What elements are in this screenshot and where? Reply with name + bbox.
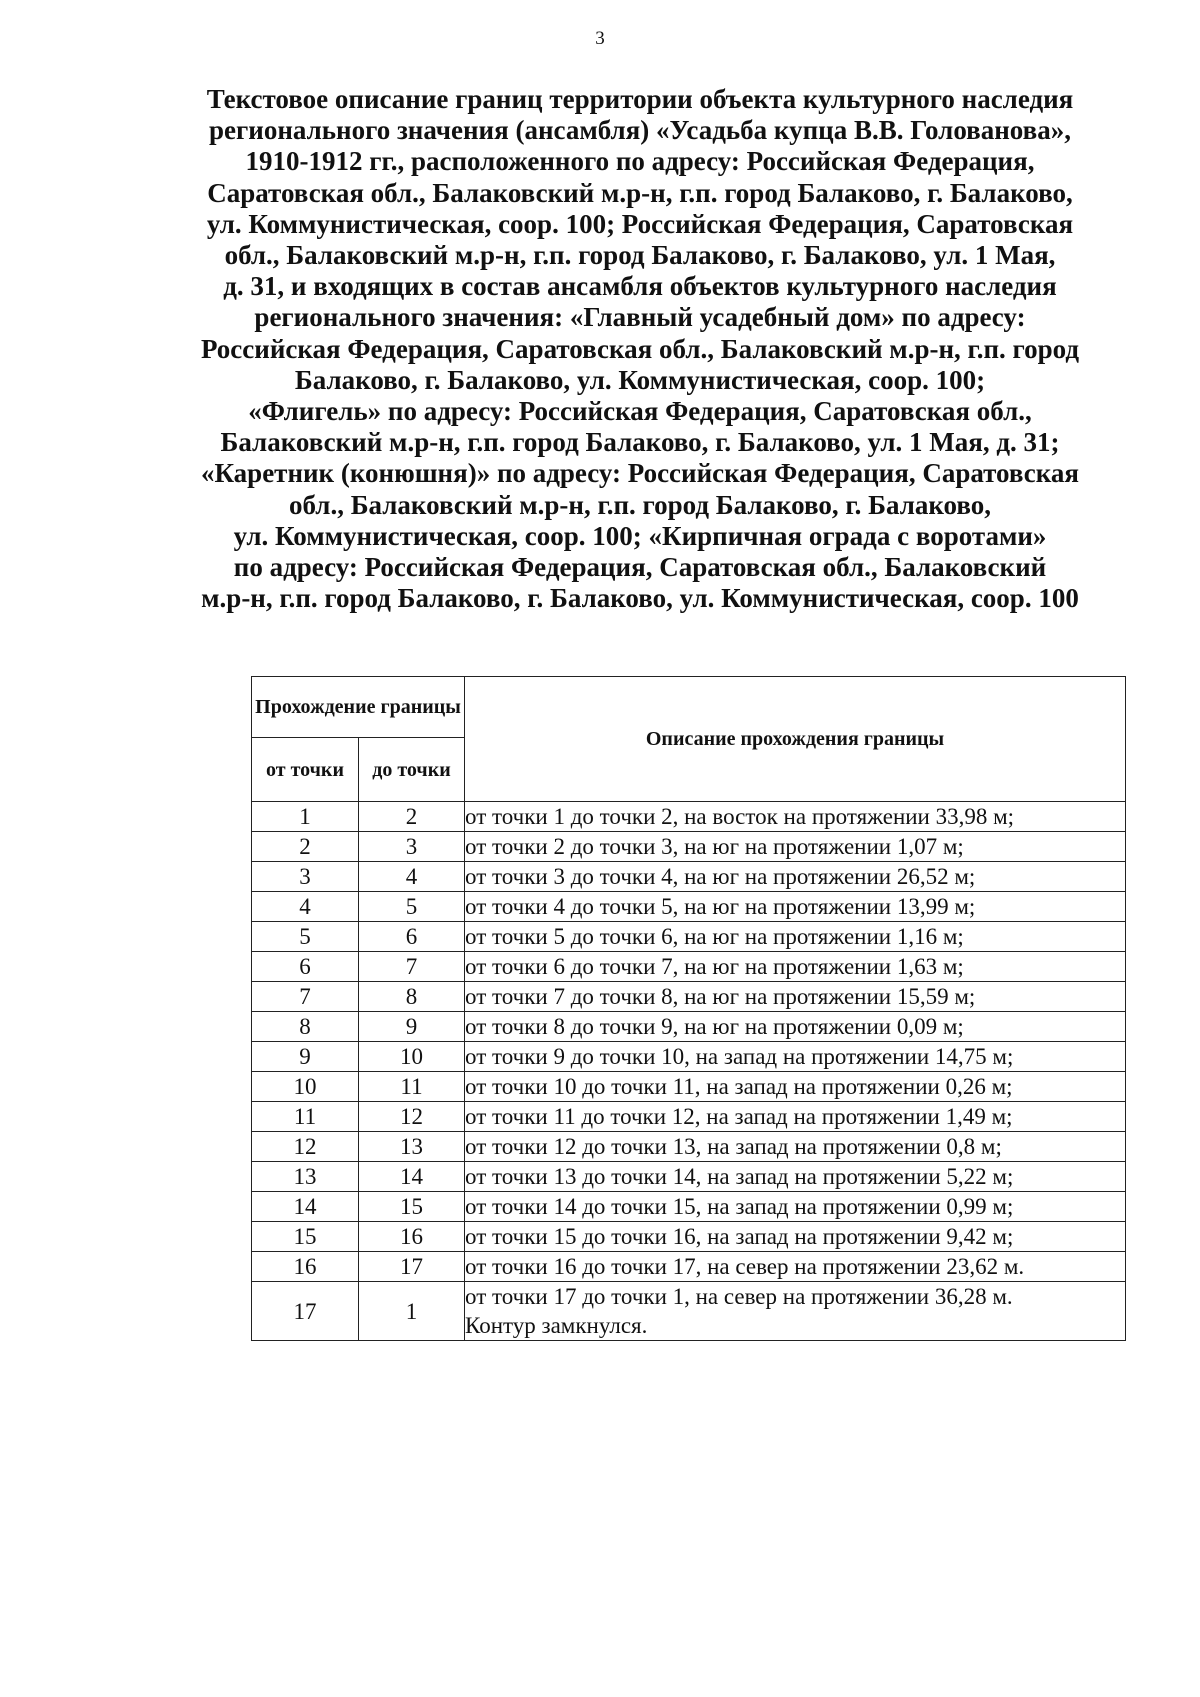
title-line: д. 31, и входящих в состав ансамбля объектов культурного наследия (223, 271, 1057, 302)
description-cell (465, 922, 1126, 952)
description-cell (465, 862, 1126, 892)
boundary-table (251, 676, 1126, 1341)
header-from-point: от точки (252, 738, 359, 802)
from-point-cell: 5 (252, 922, 359, 952)
title-line: ул. Коммунистическая, соор. 100; «Кирпичная ограда с воротами» (233, 520, 1047, 551)
title-line: м.р-н, г.п. город Балаково, г. Балаково, ул. Коммунистическая, соор. 100 (201, 583, 1079, 614)
table-row (252, 1042, 1126, 1072)
title-line: обл., Балаковский м.р-н, г.п. город Балаково, г. Балаково, ул. 1 Мая, (224, 240, 1056, 271)
from-point-cell: 4 (252, 892, 359, 922)
from-point-cell: 11 (252, 1102, 359, 1132)
title-line: регионального значения: «Главный усадебный дом» по адресу: (254, 302, 1026, 333)
from-point-cell: 9 (252, 1042, 359, 1072)
description-cell (465, 832, 1126, 862)
description-line: от точки 1 до точки 2, на восток на протяжении 33,98 м; (465, 804, 1015, 829)
description-line: от точки 12 до точки 13, на запад на протяжении 0,8 м; (465, 1134, 1002, 1159)
description-line: от точки 4 до точки 5, на юг на протяжении 13,99 м; (465, 894, 976, 919)
table-row (252, 1012, 1126, 1042)
description-cell (465, 1222, 1126, 1252)
to-point-cell: 17 (359, 1252, 465, 1282)
description-line: от точки 13 до точки 14, на запад на протяжении 5,22 м; (465, 1164, 1014, 1189)
to-point-cell: 16 (359, 1222, 465, 1252)
table-row (252, 1102, 1126, 1132)
description-line: от точки 14 до точки 15, на запад на протяжении 0,99 м; (465, 1194, 1014, 1219)
table-row (252, 802, 1126, 832)
from-point-cell: 12 (252, 1132, 359, 1162)
table-row (252, 1192, 1126, 1222)
to-point-cell: 8 (359, 982, 465, 1012)
table-row (252, 922, 1126, 952)
table-header (252, 677, 1126, 802)
header-boundary-passage: Прохождение границы (252, 677, 465, 738)
to-point-cell: 4 (359, 862, 465, 892)
document-title (150, 84, 1130, 614)
from-point-cell: 10 (252, 1072, 359, 1102)
from-point-cell: 1 (252, 802, 359, 832)
description-line: от точки 9 до точки 10, на запад на протяжении 14,75 м; (465, 1044, 1014, 1069)
title-line: 1910-1912 гг., расположенного по адресу: Российская Федерация, (245, 146, 1035, 177)
from-point-cell: 14 (252, 1192, 359, 1222)
header-description: Описание прохождения границы (465, 677, 1126, 802)
description-cell (465, 802, 1126, 832)
title-line: по адресу: Российская Федерация, Саратовская обл., Балаковский (233, 552, 1047, 583)
to-point-cell: 12 (359, 1102, 465, 1132)
to-point-cell: 2 (359, 802, 465, 832)
table-row (252, 982, 1126, 1012)
description-cell (465, 1072, 1126, 1102)
table-row (252, 952, 1126, 982)
description-cell (465, 1252, 1126, 1282)
to-point-cell: 3 (359, 832, 465, 862)
table-row (252, 1252, 1126, 1282)
table-row (252, 1282, 1126, 1341)
title-line: Саратовская обл., Балаковский м.р-н, г.п. город Балаково, г. Балаково, (207, 177, 1073, 208)
description-line: от точки 8 до точки 9, на юг на протяжении 0,09 м; (465, 1014, 964, 1039)
description-line: от точки 6 до точки 7, на юг на протяжении 1,63 м; (465, 954, 964, 979)
description-line: Контур замкнулся. (465, 1313, 648, 1338)
description-line: от точки 10 до точки 11, на запад на протяжении 0,26 м; (465, 1074, 1013, 1099)
title-line: регионального значения (ансамбля) «Усадьба купца В.В. Голованова», (209, 115, 1071, 146)
description-cell (465, 982, 1126, 1012)
table-row (252, 1222, 1126, 1252)
table-row (252, 832, 1126, 862)
description-cell (465, 892, 1126, 922)
to-point-cell: 6 (359, 922, 465, 952)
title-line: Российская Федерация, Саратовская обл., Балаковский м.р-н, г.п. город (200, 333, 1080, 364)
description-line: от точки 5 до точки 6, на юг на протяжении 1,16 м; (465, 924, 964, 949)
title-line: «Каретник (конюшня)» по адресу: Российская Федерация, Саратовская (200, 458, 1080, 489)
description-cell (465, 952, 1126, 982)
from-point-cell: 2 (252, 832, 359, 862)
table-row (252, 1132, 1126, 1162)
title-line: Балаково, г. Балаково, ул. Коммунистическая, соор. 100; (294, 364, 986, 395)
table-row (252, 892, 1126, 922)
to-point-cell: 13 (359, 1132, 465, 1162)
description-cell (465, 1132, 1126, 1162)
description-line: от точки 17 до точки 1, на север на протяжении 36,28 м. (465, 1284, 1013, 1309)
to-point-cell: 7 (359, 952, 465, 982)
description-line: от точки 7 до точки 8, на юг на протяжении 15,59 м; (465, 984, 976, 1009)
table-row (252, 1072, 1126, 1102)
to-point-cell: 9 (359, 1012, 465, 1042)
description-line: от точки 16 до точки 17, на север на протяжении 23,62 м. (465, 1254, 1025, 1279)
description-line: от точки 11 до точки 12, на запад на протяжении 1,49 м; (465, 1104, 1013, 1129)
header-to-point: до точки (359, 738, 465, 802)
to-point-cell: 15 (359, 1192, 465, 1222)
table-row (252, 1162, 1126, 1192)
description-cell (465, 1192, 1126, 1222)
title-line: Текстовое описание границ территории объекта культурного наследия (206, 84, 1074, 114)
from-point-cell: 15 (252, 1222, 359, 1252)
table-body (252, 802, 1126, 1341)
description-line: от точки 3 до точки 4, на юг на протяжении 26,52 м; (465, 864, 976, 889)
description-cell (465, 1162, 1126, 1192)
to-point-cell: 5 (359, 892, 465, 922)
page-number: 3 (595, 28, 605, 49)
from-point-cell: 6 (252, 952, 359, 982)
description-cell (465, 1282, 1126, 1341)
to-point-cell: 11 (359, 1072, 465, 1102)
table-row (252, 862, 1126, 892)
title-line: «Флигель» по адресу: Российская Федерация, Саратовская обл., (248, 396, 1032, 427)
from-point-cell: 7 (252, 982, 359, 1012)
from-point-cell: 16 (252, 1252, 359, 1282)
from-point-cell: 17 (252, 1282, 359, 1341)
from-point-cell: 3 (252, 862, 359, 892)
description-cell (465, 1102, 1126, 1132)
to-point-cell: 14 (359, 1162, 465, 1192)
to-point-cell: 10 (359, 1042, 465, 1072)
description-cell (465, 1012, 1126, 1042)
description-line: от точки 15 до точки 16, на запад на протяжении 9,42 м; (465, 1224, 1014, 1249)
from-point-cell: 8 (252, 1012, 359, 1042)
title-line: ул. Коммунистическая, соор. 100; Российская Федерация, Саратовская (206, 208, 1074, 239)
title-line: обл., Балаковский м.р-н, г.п. город Балаково, г. Балаково, (288, 489, 992, 520)
to-point-cell: 1 (359, 1282, 465, 1341)
description-cell (465, 1042, 1126, 1072)
from-point-cell: 13 (252, 1162, 359, 1192)
description-line: от точки 2 до точки 3, на юг на протяжении 1,07 м; (465, 834, 964, 859)
title-line: Балаковский м.р-н, г.п. город Балаково, г. Балаково, ул. 1 Мая, д. 31; (220, 427, 1060, 458)
